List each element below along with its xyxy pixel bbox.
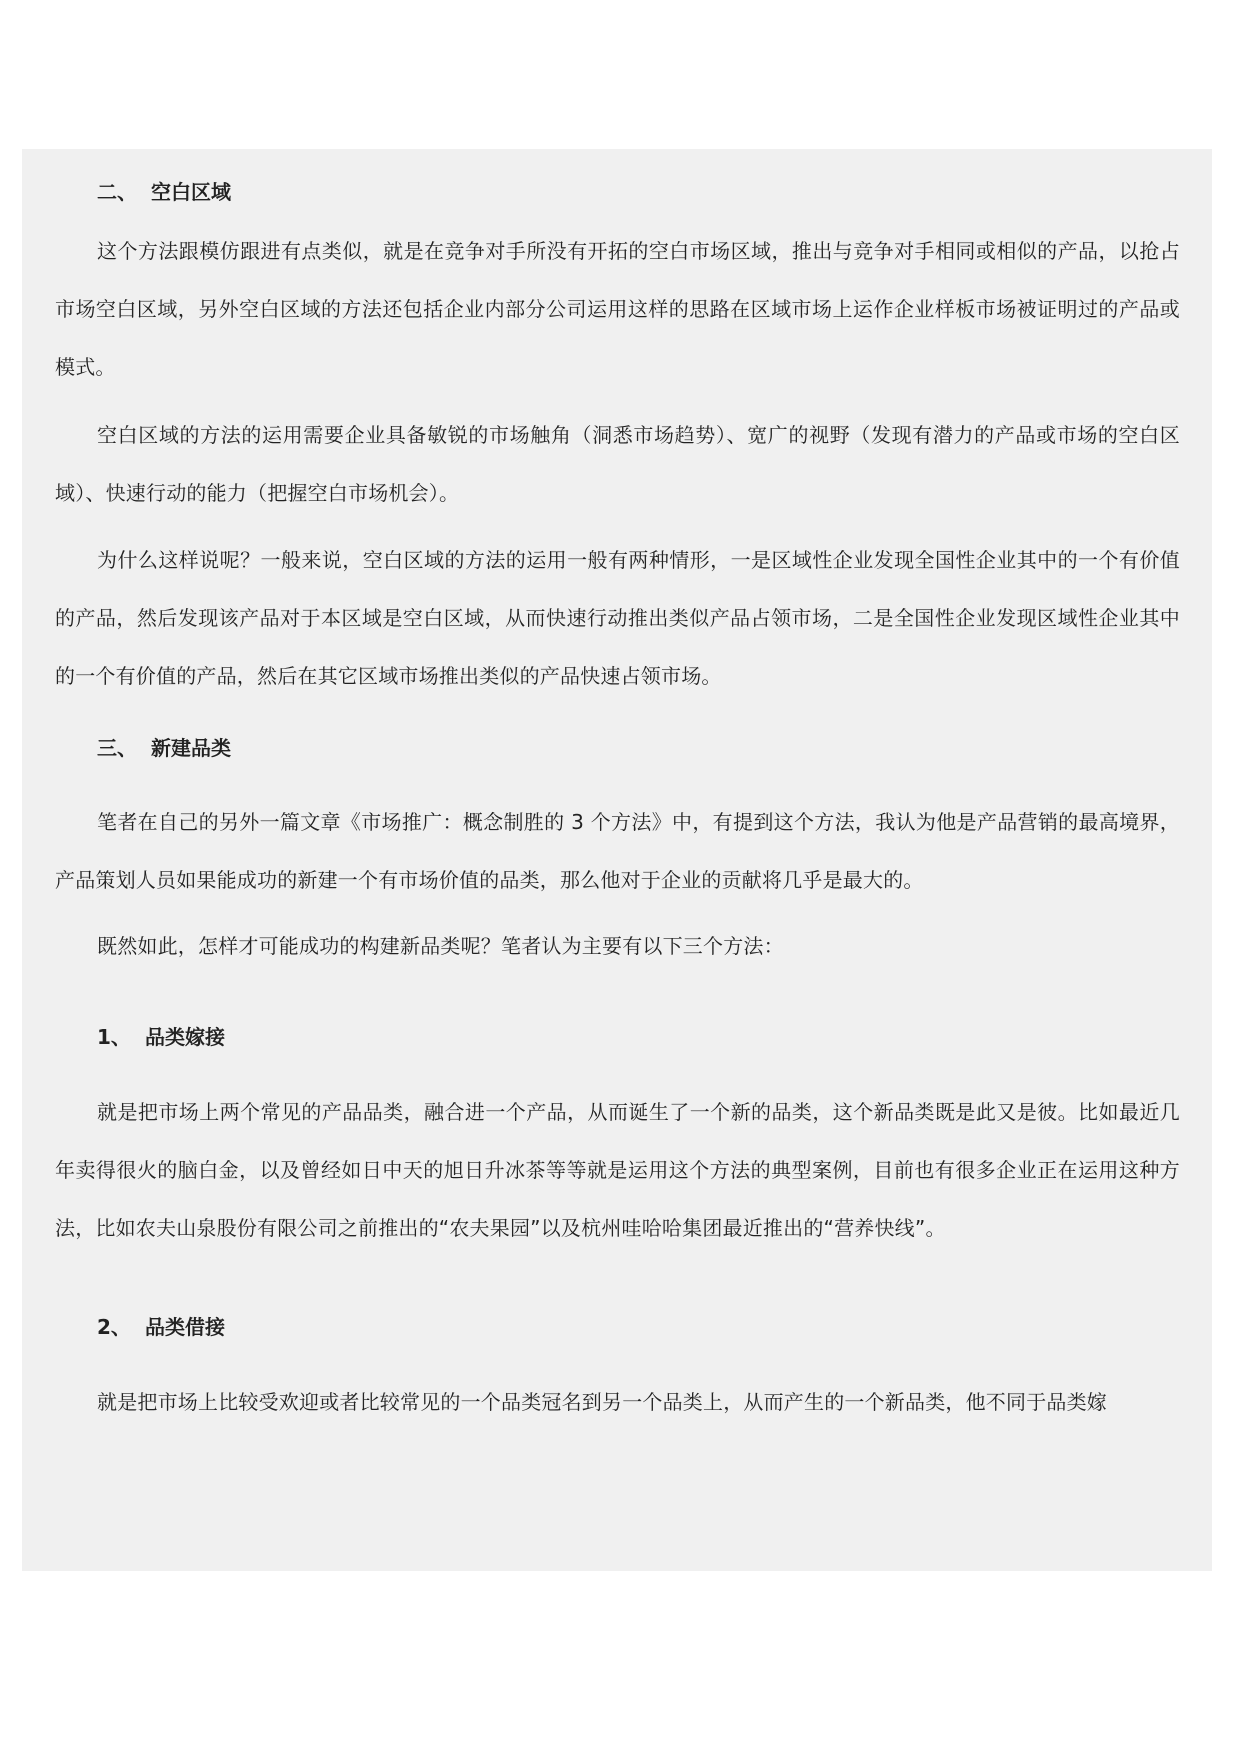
subsection-title: 品类借接 <box>145 1315 225 1339</box>
subsection-number: 2、 <box>97 1315 131 1339</box>
subsection-heading-category-borrowing <box>55 1315 225 1339</box>
document-page <box>22 149 1212 1571</box>
paragraph: 就是把市场上比较受欢迎或者比较常见的一个品类冠名到另一个品类上，从而产生的一个新品类，他不同于品类嫁 <box>97 1390 1107 1414</box>
subsection-heading-category-grafting <box>55 1025 225 1049</box>
paragraph: 就是把市场上两个常见的产品品类，融合进一个产品，从而诞生了一个新的品类，这个新品类既是此又是彼。比如最近几年卖得很火的脑白金，以及曾经如日中天的旭日升冰茶等等就是运用这个方法的典型案例，目前也有很多企业正在运用这种方法，比如农夫山泉股份有限公司之前推出的“农夫果园”以及杭州哇哈哈集团最近推出的“营养快线”。 <box>55 1100 1180 1240</box>
paragraph: 为什么这样说呢？一般来说，空白区域的方法的运用一般有两种情形，一是区域性企业发现全国性企业其中的一个有价值的产品，然后发现该产品对于本区域是空白区域，从而快速行动推出类似产品占领市场，二是全国性企业发现区域性企业其中的一个有价值的产品，然后在其它区域市场推出类似的产品快速占领市场。 <box>55 548 1180 688</box>
section-heading-blank-area <box>55 180 231 204</box>
subsection-title: 品类嫁接 <box>145 1025 225 1049</box>
paragraph: 既然如此，怎样才可能成功的构建新品类呢？笔者认为主要有以下三个方法： <box>97 934 784 958</box>
paragraph: 笔者在自己的另外一篇文章《市场推广：概念制胜的 3 个方法》中，有提到这个方法，我认为他是产品营销的最高境界，产品策划人员如果能成功的新建一个有市场价值的品类，那么他对于企业的贡献将几乎是最大的。 <box>55 810 1180 892</box>
section-title: 新建品类 <box>151 736 231 760</box>
section-number: 三、 <box>97 736 137 760</box>
section-heading-new-category <box>55 736 231 760</box>
subsection-number: 1、 <box>97 1025 131 1049</box>
section-number: 二、 <box>97 180 137 204</box>
section-title: 空白区域 <box>151 180 231 204</box>
paragraph: 这个方法跟模仿跟进有点类似，就是在竞争对手所没有开拓的空白市场区域，推出与竞争对手相同或相似的产品，以抢占市场空白区域，另外空白区域的方法还包括企业内部分公司运用这样的思路在区域市场上运作企业样板市场被证明过的产品或模式。 <box>55 239 1180 379</box>
paragraph: 空白区域的方法的运用需要企业具备敏锐的市场触角（洞悉市场趋势）、宽广的视野（发现有潜力的产品或市场的空白区域）、快速行动的能力（把握空白市场机会）。 <box>55 423 1180 505</box>
